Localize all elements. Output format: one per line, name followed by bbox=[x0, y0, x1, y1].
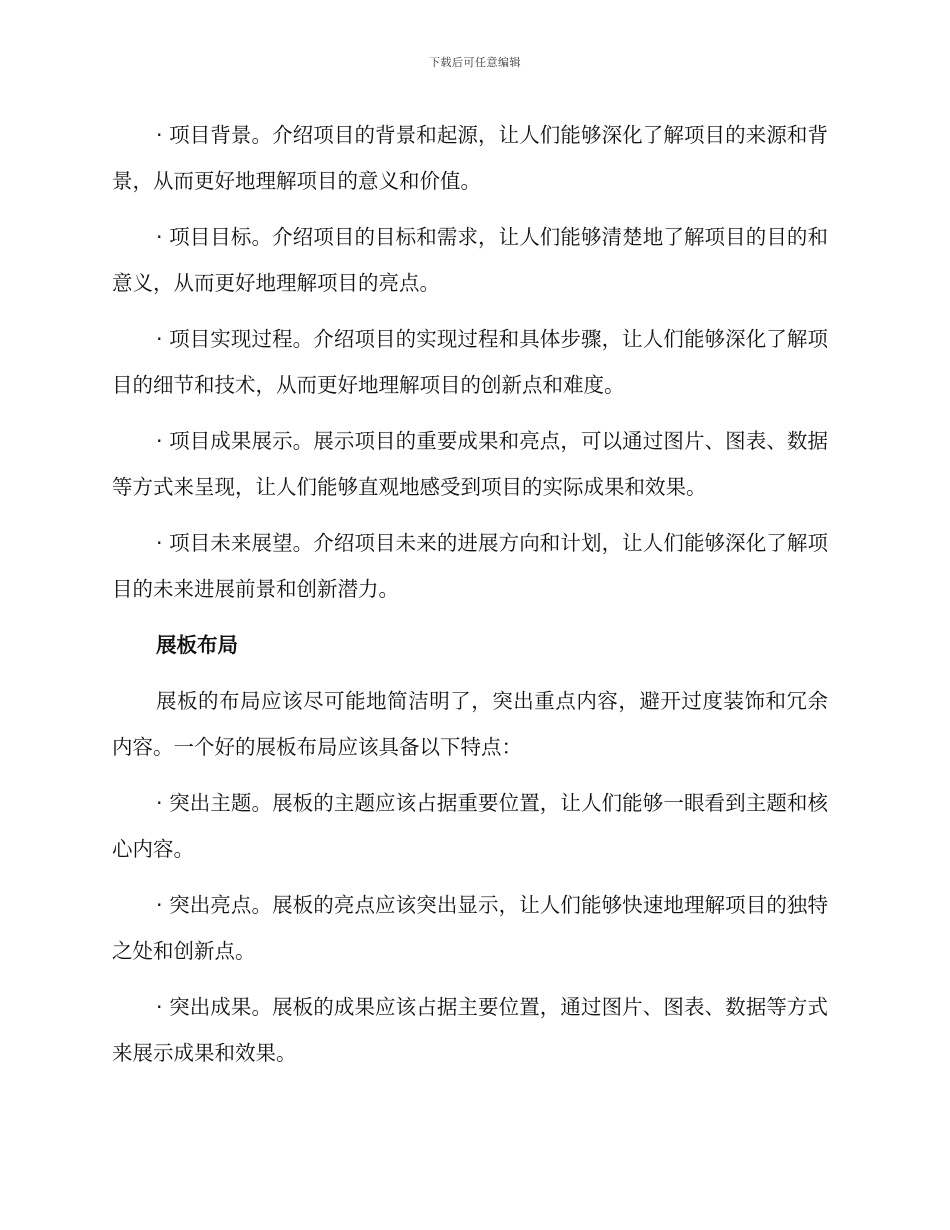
point-highlight-theme: · 突出主题。展板的主题应该占据重要位置，让人们能够一眼看到主题和核心内容。 bbox=[112, 791, 828, 861]
section-heading: 展板布局 bbox=[156, 633, 238, 657]
document-body bbox=[112, 112, 828, 1086]
point-highlight-features: · 突出亮点。展板的亮点应该突出显示，让人们能够快速地理解项目的独特之处和创新点。 bbox=[112, 893, 828, 963]
paragraph-project-results: · 项目成果展示。展示项目的重要成果和亮点，可以通过图片、图表、数据等方式来呈现，让人们能够直观地感受到项目的实际成果和效果。 bbox=[112, 429, 828, 499]
paragraph-project-process: · 项目实现过程。介绍项目的实现过程和具体步骤，让人们能够深化了解项目的细节和技术，从而更好地理解项目的创新点和难度。 bbox=[112, 327, 828, 397]
page-header: 下载后可任意编辑 bbox=[429, 56, 521, 69]
paragraph-project-outlook: · 项目未来展望。介绍项目未来的进展方向和计划，让人们能够深化了解项目的未来进展前景和创新潜力。 bbox=[112, 531, 828, 601]
point-highlight-results: · 突出成果。展板的成果应该占据主要位置，通过图片、图表、数据等方式来展示成果和效果。 bbox=[112, 995, 828, 1065]
paragraph-project-goals: · 项目目标。介绍项目的目标和需求，让人们能够清楚地了解项目的目的和意义，从而更好地理解项目的亮点。 bbox=[112, 225, 828, 295]
paragraph-project-background: · 项目背景。介绍项目的背景和起源，让人们能够深化了解项目的来源和背景，从而更好地理解项目的意义和价值。 bbox=[112, 123, 828, 193]
section-intro: 展板的布局应该尽可能地简洁明了，突出重点内容，避开过度装饰和冗余内容。一个好的展板布局应该具备以下特点： bbox=[112, 689, 828, 759]
